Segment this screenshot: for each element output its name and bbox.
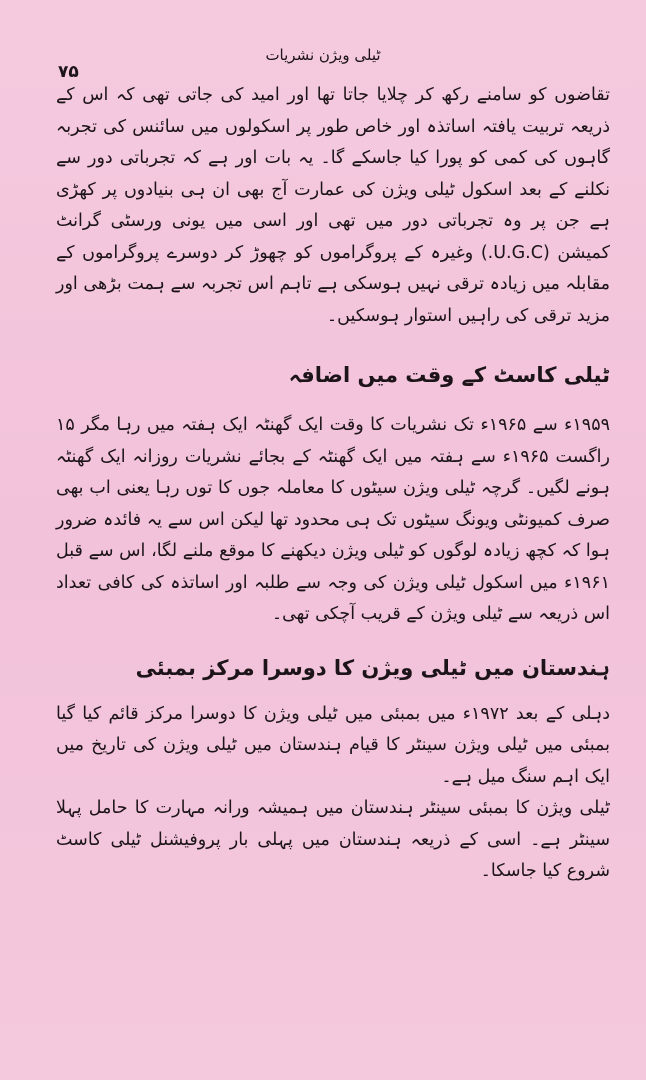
section-heading-telecast-time: ٹیلی کاسٹ کے وقت میں اضافہ (288, 363, 610, 387)
section-heading-bombay-centre: ہندستان میں ٹیلی ویژن کا دوسرا مرکز بمبئی (135, 655, 610, 680)
page-number: ۷۵ (58, 62, 79, 82)
bombay-centre-paragraph-1: دہلی کے بعد ۱۹۷۲ء میں بمبئی میں ٹیلی ویژن کا دوسرا مرکز قائم کیا گیا بمبئی میں ٹیلی ویژن سینٹر کا قیام ہندستان میں ٹیلی ویژن کی تاریخ میں ایک اہم سنگ میل ہے۔ (56, 703, 611, 787)
bombay-centre-paragraph-2: ٹیلی ویژن کا بمبئی سینٹر ہندستان میں ہمیشہ ورانہ مہارت کا حامل پہلا سینٹر ہے۔ اسی کے ذریعہ ہندستان میں پہلی بار پروفیشنل ٹیلی کاسٹ شروع کیا جاسکا۔ (56, 798, 610, 881)
intro-paragraph: تقاضوں کو سامنے رکھ کر چلایا جاتا تھا اور امید کی جاتی تھی کہ اس کے ذریعہ تربیت یافتہ اساتذہ اور خاص طور پر اسکولوں میں سائنس کی تجربہ گاہوں کی کمی کو پورا کیا جاسکے گا۔ یہ بات اور ہے کہ تجرباتی دور سے نکلنے کے بعد اسکول ٹیلی ویژن کی عمارت آج بھی ان ہی بنیادوں پر کھڑی ہے جن پر وہ تجرباتی دور میں تھی اور اسی میں یونی ورسٹی گرانٹ کمیشن (U.G.C.) وغیرہ کے پروگراموں کو چھوڑ کر دوسرے پروگراموں کے مقابلہ میں زیادہ ترقی نہیں ہوسکی ہے تاہم اس تجربہ سے ہمت بڑھی اور مزید ترقی کی راہیں استوار ہوسکیں۔ (56, 85, 610, 326)
telecast-time-paragraph: ۱۹۵۹ء سے ۱۹۶۵ء تک نشریات کا وقت ایک گھنٹہ ایک ہفتہ میں رہا مگر ۱۵ راگست ۱۹۶۵ء سے ہفتہ میں ایک گھنٹہ کے بجائے نشریات روزانہ ایک گھنٹہ ہونے لگیں۔ گرچہ ٹیلی ویژن سیٹوں کا معاملہ جوں کا توں رہا یعنی اب بھی صرف کمیونٹی ویونگ سیٹوں تک ہی محدود تھا لیکن اس سے یہ فائدہ ضرور ہوا کہ کچھ زیادہ لوگوں کو ٹیلی ویژن دیکھنے کا موقع ملنے لگا، اس سے قبل ۱۹۶۱ء میں اسکول ٹیلی ویژن کی وجہ سے طلبہ اور اساتذہ کی کافی تعداد اس ذریعہ سے ٹیلی ویژن کے قریب آچکی تھی۔ (56, 415, 610, 624)
running-header: ٹیلی ویژن نشریات (265, 46, 381, 64)
page-content (56, 80, 610, 888)
